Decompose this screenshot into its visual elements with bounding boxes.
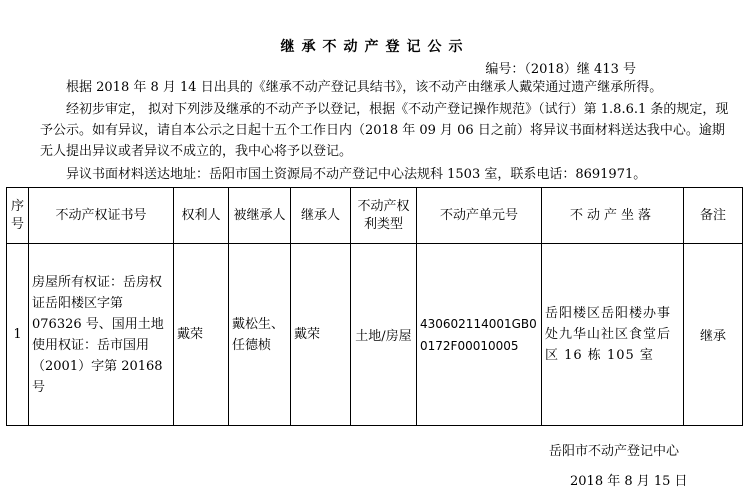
cell-cert-no: 房屋所有权证：岳房权证岳阳楼区字第 076326 号、国用土地使用权证：岳市国用（2001）字第 20168 号	[29, 244, 174, 426]
issuing-organization: 岳阳市不动产登记中心	[549, 444, 680, 459]
cell-seq: 1	[7, 244, 29, 426]
header-cert-no: 不动产权证书号	[29, 188, 174, 244]
cell-decedent: 戴松生、任德桢	[229, 244, 291, 426]
header-location: 不动产坐落	[542, 188, 684, 244]
paragraph-objection-address: 异议书面材料送达地址：岳阳市国土资源局不动产登记中心法规科 1503 室，联系电话：8691971。	[66, 167, 647, 182]
issue-date: 2018 年 8 月 15 日	[570, 474, 688, 489]
table-header-row	[7, 188, 743, 244]
header-unit-no: 不动产单元号	[417, 188, 542, 244]
header-right-type: 不动产权利类型	[351, 188, 417, 244]
paragraph-review: 经初步审定， 拟对下列涉及继承的不动产予以登记，根据《不动产登记操作规范》（试行）第 1.8.6.1 条的规定，现予公示。如有异议，请自本公示之日起十五个工作日内（2018 年 09 月 06 日之前）将异议书面材料送达我中心。逾期无人提出异议或者异议不成立的，我中心将予以登记。	[40, 102, 729, 159]
header-seq: 序号	[7, 188, 29, 244]
header-decedent: 被继承人	[229, 188, 291, 244]
cell-remarks: 继承	[684, 244, 743, 426]
cell-holder: 戴荣	[174, 244, 229, 426]
cell-heir: 戴荣	[291, 244, 351, 426]
notice-title: 继承不动产登记公示	[280, 39, 470, 55]
cell-location: 岳阳楼区岳阳楼办事处九华山社区食堂后区 16 栋 105 室	[542, 244, 684, 426]
table-row	[7, 244, 743, 426]
header-heir: 继承人	[291, 188, 351, 244]
document-number: 编号：（2018）继 413 号	[485, 62, 636, 77]
cell-unit-no: 430602114001GB00172F00010005	[417, 244, 542, 426]
registration-table	[6, 187, 743, 426]
cell-right-type: 土地/房屋	[351, 244, 417, 426]
header-holder: 权利人	[174, 188, 229, 244]
header-remarks: 备注	[684, 188, 743, 244]
paragraph-basis: 根据 2018 年 8 月 14 日出具的《继承不动产登记具结书》，该不动产由继承人戴荣通过遗产继承所得。	[66, 80, 663, 95]
